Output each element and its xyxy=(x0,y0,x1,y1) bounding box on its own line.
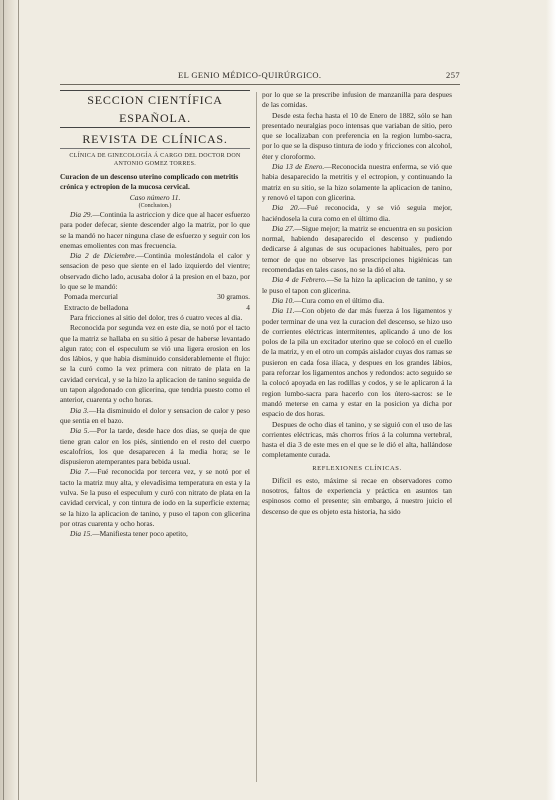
prescription-line xyxy=(64,292,250,302)
section-title: SECCION CIENTÍFICA ESPAÑOLA. xyxy=(60,90,250,128)
paragraph: Reconocida por segunda vez en este dia, se notó por el tacto que la matriz se hallaba en su sitio á pesar de haberse levantado algun rato; con el especulum se vió una ligera erosion en los dos lábios, y que habia disminuido considerablemente el flujo: se la curó como la vez primera con nitrato de plata en la cavidad cervical, y se la hizo la aplicacion de tanino seguida de un tapon algodonado con glicerina, que tendria puesto como el anterior, cuarenta y ocho horas. xyxy=(60,323,250,405)
prescription-line xyxy=(64,303,250,313)
header-rule xyxy=(60,84,460,85)
paragraph: Despues de ocho dias el tanino, y se siguió con el uso de las corrientes eléctricas, más chorros fríos á la columna vertebral, hasta el dia 3 de este mes en el que se le dió el alta, hallándose completamente curada. xyxy=(262,419,452,460)
paragraph xyxy=(262,162,452,203)
case-title: Curacion de un descenso uterino complicado con metritis crónica y ectropion de la mucosa cervical. xyxy=(60,172,239,191)
day-label: Dia 20. xyxy=(272,203,300,213)
paragraph xyxy=(60,467,250,529)
prescription-item: Extracto de belladona xyxy=(64,302,129,312)
day-label: Dia 2 de Diciembre. xyxy=(70,251,137,261)
day-label: Dia 13 de Enero. xyxy=(272,162,325,172)
day-label: Dia 15. xyxy=(70,529,93,539)
paragraph: Para fricciones al sitio del dolor, tres ó cuatro veces al dia. xyxy=(70,312,243,322)
paragraph xyxy=(262,296,452,306)
day-label: Dia 29. xyxy=(70,210,93,219)
day-label: Dia 3. xyxy=(70,405,89,415)
day-label: Dia 4 de Febrero. xyxy=(272,275,327,285)
page-number: 257 xyxy=(446,70,460,80)
prescription-quantity: 30 gramos. xyxy=(217,292,250,302)
case-continuation: (Conclusion.) xyxy=(138,203,172,209)
paragraph xyxy=(60,426,250,467)
paragraph-text: —Con objeto de dar más fuerza á los ligamentos y poder terminar de una vez la curacion del descenso, se hizo uso de corrientes eléctricas intermitentes, aplicando á uno de los polos de la pila un excitador uterino que se colocó en el cuello de la matriz, y en el otro un compás aislador cuyas dos ramas se pusieron en cada fosa ilíaca, y despues en los grandes lábios, para reforzar los ligamentos anchos y redondos: acto seguido se la colocó apoyada en las rodillas y codos, y se le aplicaron á la region lumbo-sacra para hacerlo con los útero-sacros: se le mandó meterse en cama y estar en la posicion ya dicha por espacio de dos horas. xyxy=(262,306,452,419)
paragraph-text: —Fué reconocida, y se vió seguia mejor, haciéndosela la cura como en el último dia. xyxy=(262,203,452,223)
paragraph xyxy=(60,210,250,251)
page-header xyxy=(60,70,460,84)
day-label: Dia 11. xyxy=(272,306,295,316)
paragraph-text: —Continúa molestándola el calor y sensacion de peso que siente en el lado izquierdo del vientre; observado dicho lado, acusaba dolor á la presion en el bazo, por lo que se le mandó: xyxy=(60,251,250,292)
book-binding xyxy=(0,0,19,800)
review-title: REVISTA DE CLÍNICAS. xyxy=(60,130,250,149)
paragraph-text: —Continúa la astriccion y dice que al hacer esfuerzo para poder defecar, siente descender algo la matriz, por lo que se la mandó no hacer ninguna clase de esfuerzo y seguir con los enemas emolientes con mas frecuencia. xyxy=(60,210,250,250)
paragraph xyxy=(262,275,452,296)
prescription-item: Pomada mercurial xyxy=(64,292,118,302)
prescription xyxy=(60,292,250,313)
day-label: Dia 27. xyxy=(272,223,295,233)
paragraph-text: —Ha disminuido el dolor y sensacion de calor y peso que sentia en el bazo. xyxy=(60,405,251,425)
paragraph-text: —Manifiesta tener poco apetito, xyxy=(92,529,188,539)
day-label: Dia 5. xyxy=(70,426,90,436)
paragraph-text: —Reconocida nuestra enferma, se vió que habia desaparecido la metritis y el ectropion, y continuando la matriz en su sitio, se la hizo solamente la aplicacion de tanino, y renovó el tapon con glicerina. xyxy=(262,162,452,202)
clinic-heading: CLÍNICA DE GINECOLOGÍA Á CARGO DEL DOCTOR DON ANTONIO GOMEZ TORRES. xyxy=(69,153,241,167)
paragraph: Desde esta fecha hasta el 10 de Enero de 1882, sólo se han presentado neuralgias poco intensas que variaban de sitio, pero que se localizaban con preferencia en la region lumbo-sacra, por lo que se la dispuso tintura de iodo y fricciones con alcohol, éter y cloroformo. xyxy=(262,110,452,161)
paragraph-text: —Se la hizo la aplicacion de tanino, y se le puso el tapon con glicerina. xyxy=(262,275,452,295)
paragraph-text: —Cura como en el último dia. xyxy=(294,295,385,305)
paragraph: por lo que se la prescribe infusion de manzanilla para despues de las comidas. xyxy=(262,90,452,110)
prescription-quantity: 4 xyxy=(246,302,250,312)
subheading: REFLEXIONES CLÍNICAS. xyxy=(312,464,402,472)
day-label: Dia 10. xyxy=(272,295,295,305)
paragraph-text: —Sigue mejor; la matriz se encuentra en su posicion normal, habiendo desaparecido el descenso y pudiendo dedicarse á algunas de sus ocupaciones habituales, pero por temor de que no observe las prescripciones higiénicas tan recomendadas en tales casos, no se la dió el alta. xyxy=(262,223,452,275)
paragraph: Difícil es esto, máxime si recae en observadores como nosotros, faltos de experiencia y práctica en asuntos tan espinosos como el presente; sin embargo, á nuestro juicio el descenso de que es objeto esta historia, ha sido xyxy=(262,475,452,516)
binding-edge-line xyxy=(3,0,4,800)
paragraph xyxy=(262,203,452,224)
case-number: Caso número 11. xyxy=(129,193,181,202)
paragraph xyxy=(60,529,250,539)
column-divider xyxy=(256,92,257,782)
left-column xyxy=(60,90,250,540)
paragraph xyxy=(60,406,250,427)
paragraph-text: —Fué reconocida por tercera vez, y se notó por el tacto la matriz muy alta, y elevadísima temperatura en esta y la vulva. Se la puso el especulum y curó con nitrato de plata en la cavidad cervical, y con tintura de iodo en la superficie externa; se la hizo la aplicacion de tanino, y puso el tapon con glicerina por otras cuarenta y ocho horas. xyxy=(60,467,250,528)
paragraph-text: —Por la tarde, desde hace dos dias, se queja de que tiene gran calor en los piés, sintiendo en el resto del cuerpo escalofríos, los que desaparecen á la media hora; se le dispusieron atemperantes para bebida usual. xyxy=(60,426,250,467)
paragraph xyxy=(262,306,452,419)
paragraph xyxy=(262,224,452,275)
running-head: EL GENIO MÉDICO-QUIRÚRGICO. xyxy=(178,70,322,80)
day-label: Dia 7. xyxy=(70,467,90,477)
paragraph xyxy=(60,251,250,292)
right-column xyxy=(262,90,452,517)
page-edge xyxy=(546,0,556,800)
